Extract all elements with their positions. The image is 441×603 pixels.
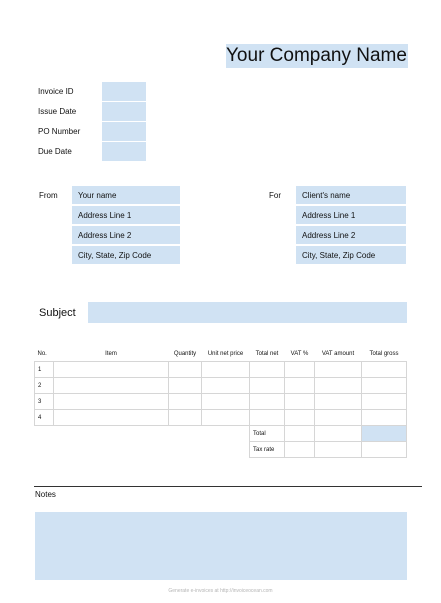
- total-gross-cell[interactable]: [362, 394, 407, 410]
- quantity-cell[interactable]: [169, 410, 202, 426]
- item-cell[interactable]: [54, 394, 169, 410]
- po-number-label: PO Number: [38, 127, 81, 136]
- from-name-field[interactable]: Your name: [72, 186, 180, 205]
- quantity-cell[interactable]: [169, 378, 202, 394]
- row-number: 1: [35, 362, 54, 378]
- header-unit-net-price: Unit net price: [207, 351, 244, 357]
- client-city-state-zip-field[interactable]: City, State, Zip Code: [296, 246, 406, 265]
- unit-net-price-cell[interactable]: [202, 378, 250, 394]
- subject-label: Subject: [39, 307, 76, 319]
- header-no: No.: [37, 351, 47, 357]
- tax-rate-gross-cell: [362, 442, 407, 458]
- notes-label: Notes: [35, 490, 56, 499]
- total-net-cell[interactable]: [250, 378, 285, 394]
- tax-rate-row: [35, 442, 407, 458]
- from-city-state-zip-field[interactable]: City, State, Zip Code: [72, 246, 180, 265]
- total-net-cell[interactable]: [250, 410, 285, 426]
- total-gross-value[interactable]: [362, 426, 407, 442]
- header-item: Item: [105, 351, 117, 357]
- header-total-gross: Total gross: [369, 351, 399, 357]
- from-address-line-2-field[interactable]: Address Line 2: [72, 226, 180, 245]
- total-row: [35, 426, 407, 442]
- total-gross-cell[interactable]: [362, 378, 407, 394]
- table-row: [35, 378, 407, 394]
- vat-percent-cell[interactable]: [285, 410, 315, 426]
- client-address-line-2-field[interactable]: Address Line 2: [296, 226, 406, 245]
- vat-amount-cell[interactable]: [315, 378, 362, 394]
- vat-percent-cell[interactable]: [285, 362, 315, 378]
- company-name[interactable]: Your Company Name: [226, 45, 407, 66]
- vat-amount-cell[interactable]: [315, 394, 362, 410]
- quantity-cell[interactable]: [169, 394, 202, 410]
- items-table: [34, 347, 407, 458]
- total-vat-percent-cell: [285, 426, 315, 442]
- header-vat-amount: VAT amount: [321, 351, 355, 357]
- total-label: Total: [250, 426, 285, 442]
- row-number: 4: [35, 410, 54, 426]
- unit-net-price-cell[interactable]: [202, 362, 250, 378]
- vat-amount-cell[interactable]: [315, 410, 362, 426]
- tax-rate-vat-amount-cell: [315, 442, 362, 458]
- table-row: [35, 362, 407, 378]
- table-row: [35, 394, 407, 410]
- quantity-cell[interactable]: [169, 362, 202, 378]
- item-cell[interactable]: [54, 410, 169, 426]
- footer-text: Generate e-invoices at http://invoiceocean.com: [168, 588, 273, 594]
- for-label: For: [269, 191, 281, 200]
- item-cell[interactable]: [54, 362, 169, 378]
- notes-divider: [34, 486, 422, 487]
- unit-net-price-cell[interactable]: [202, 394, 250, 410]
- vat-amount-cell[interactable]: [315, 362, 362, 378]
- item-cell[interactable]: [54, 378, 169, 394]
- header-total-net: Total net: [255, 351, 279, 357]
- tax-rate-vat-percent-cell: [285, 442, 315, 458]
- notes-field[interactable]: [35, 512, 407, 580]
- total-gross-cell[interactable]: [362, 362, 407, 378]
- issue-date-label: Issue Date: [38, 107, 77, 116]
- row-number: 3: [35, 394, 54, 410]
- total-gross-cell[interactable]: [362, 410, 407, 426]
- subject-field[interactable]: [88, 302, 407, 323]
- items-header-row: [35, 347, 407, 362]
- unit-net-price-cell[interactable]: [202, 410, 250, 426]
- po-number-field[interactable]: [102, 122, 146, 142]
- header-quantity: Quantity: [173, 351, 197, 357]
- table-row: [35, 410, 407, 426]
- due-date-field[interactable]: [102, 142, 146, 162]
- tax-rate-label: Tax rate: [250, 442, 285, 458]
- invoice-id-label: Invoice ID: [38, 87, 74, 96]
- total-vat-amount-cell: [315, 426, 362, 442]
- total-net-cell[interactable]: [250, 394, 285, 410]
- from-address-line-1-field[interactable]: Address Line 1: [72, 206, 180, 225]
- row-number: 2: [35, 378, 54, 394]
- due-date-label: Due Date: [38, 147, 72, 156]
- header-vat-percent: VAT %: [290, 351, 309, 357]
- vat-percent-cell[interactable]: [285, 394, 315, 410]
- issue-date-field[interactable]: [102, 102, 146, 122]
- client-address-line-1-field[interactable]: Address Line 1: [296, 206, 406, 225]
- client-name-field[interactable]: Client's name: [296, 186, 406, 205]
- invoice-id-field[interactable]: [102, 82, 146, 102]
- from-label: From: [39, 191, 58, 200]
- vat-percent-cell[interactable]: [285, 378, 315, 394]
- total-net-cell[interactable]: [250, 362, 285, 378]
